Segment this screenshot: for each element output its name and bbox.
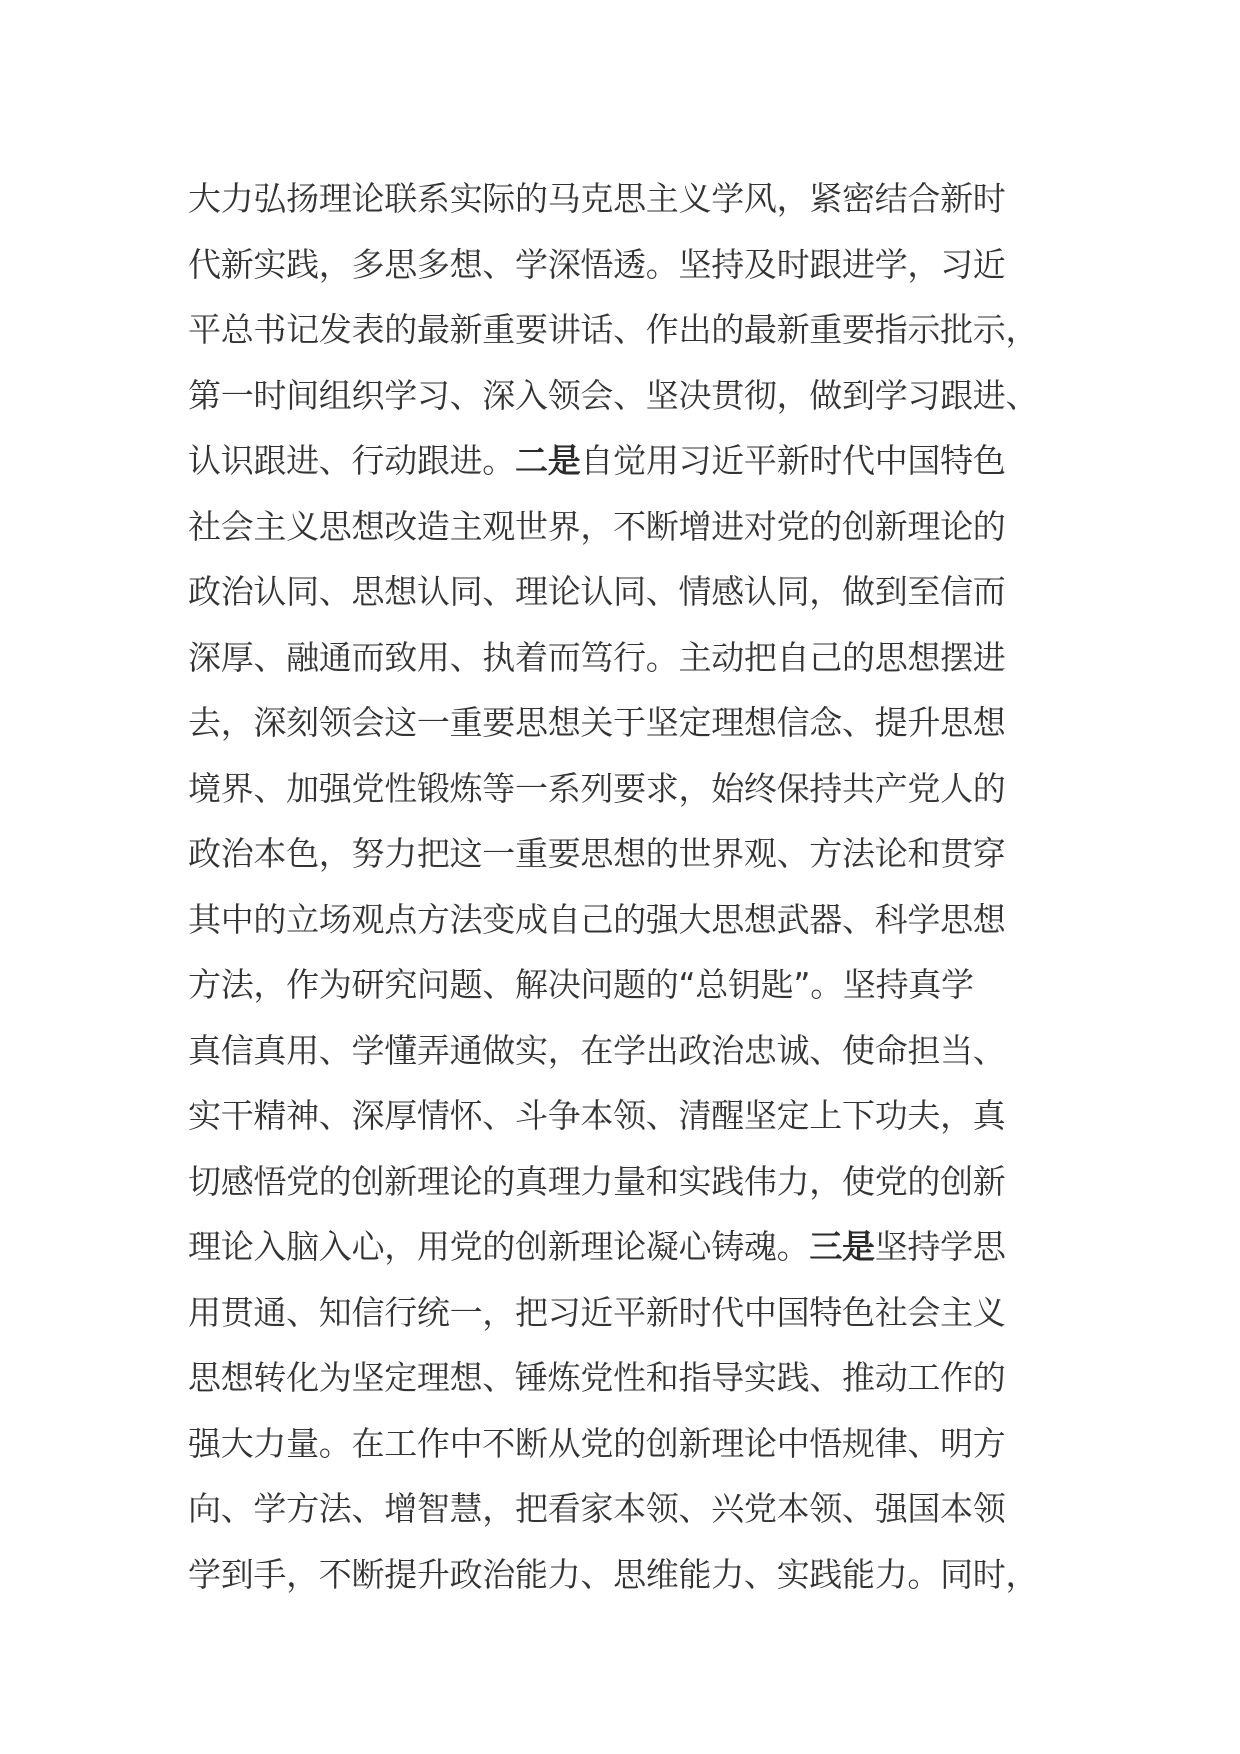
point-three-marker: 三是 — [809, 1227, 875, 1266]
text-line-2: 代新实践，多思多想、学深悟透。坚持及时跟进学，习近 — [188, 244, 1006, 284]
line-17-suffix: 坚持学思 — [874, 1227, 1006, 1266]
text-line-13: 方法，作为研究问题、解决问题的“总钥匙”。坚持真学 — [188, 965, 974, 1004]
text-line-16: 切感悟党的创新理论的真理力量和实践伟力，使党的创新 — [188, 1161, 1006, 1201]
text-line-8: 深厚、融通而致用、执着而笃行。主动把自己的思想摆进 — [188, 637, 1006, 677]
text-line-9: 去，深刻领会这一重要思想关于坚定理想信念、提升思想 — [188, 703, 1006, 742]
text-line-6: 社会主义思想改造主观世界，不断增进对党的创新理论的 — [188, 506, 1006, 546]
text-line-1: 大力弘扬理论联系实际的马克思主义学风，紧密结合新时 — [188, 179, 1006, 218]
line-5-prefix: 认识跟进、行动跟进。 — [188, 441, 516, 480]
line-17-prefix: 理论入脑入心，用党的创新理论凝心铸魂。 — [188, 1227, 810, 1266]
text-line-7: 政治认同、思想认同、理论认同、情感认同，做到至信而 — [188, 572, 1006, 611]
body-paragraph — [188, 166, 1068, 1607]
text-line-20: 强大力量。在工作中不断从党的创新理论中悟规律、明方 — [188, 1423, 1006, 1463]
text-line-17 — [188, 1214, 1068, 1280]
text-line-10: 境界、加强党性锻炼等一系列要求，始终保持共产党人的 — [188, 768, 1006, 808]
text-line-12: 其中的立场观点方法变成自己的强大思想武器、科学思想 — [188, 899, 1006, 939]
text-line-4: 第一时间组织学习、深入领会、坚决贯彻，做到学习跟进、 — [188, 375, 1039, 415]
text-line-21: 向、学方法、增智慧，把看家本领、兴党本领、强国本领 — [188, 1489, 1006, 1528]
text-line-3: 平总书记发表的最新重要讲话、作出的最新重要指示批示， — [188, 310, 1039, 349]
text-line-22: 学到手，不断提升政治能力、思维能力、实践能力。同时， — [188, 1554, 1039, 1594]
text-line-14: 真信真用、学懂弄通做实，在学出政治忠诚、使命担当、 — [188, 1030, 1006, 1070]
line-5-suffix: 自觉用习近平新时代中国特色 — [580, 441, 1006, 480]
text-line-11: 政治本色，努力把这一重要思想的世界观、方法论和贯穿 — [188, 834, 1006, 873]
point-two-marker: 二是 — [515, 441, 581, 480]
text-line-15: 实干精神、深厚情怀、斗争本领、清醒坚定上下功夫，真 — [188, 1096, 1006, 1135]
text-line-18: 用贯通、知信行统一，把习近平新时代中国特色社会主义 — [188, 1292, 1006, 1332]
text-line-5 — [188, 428, 1068, 494]
text-line-19: 思想转化为坚定理想、锤炼党性和指导实践、推动工作的 — [188, 1358, 1006, 1397]
